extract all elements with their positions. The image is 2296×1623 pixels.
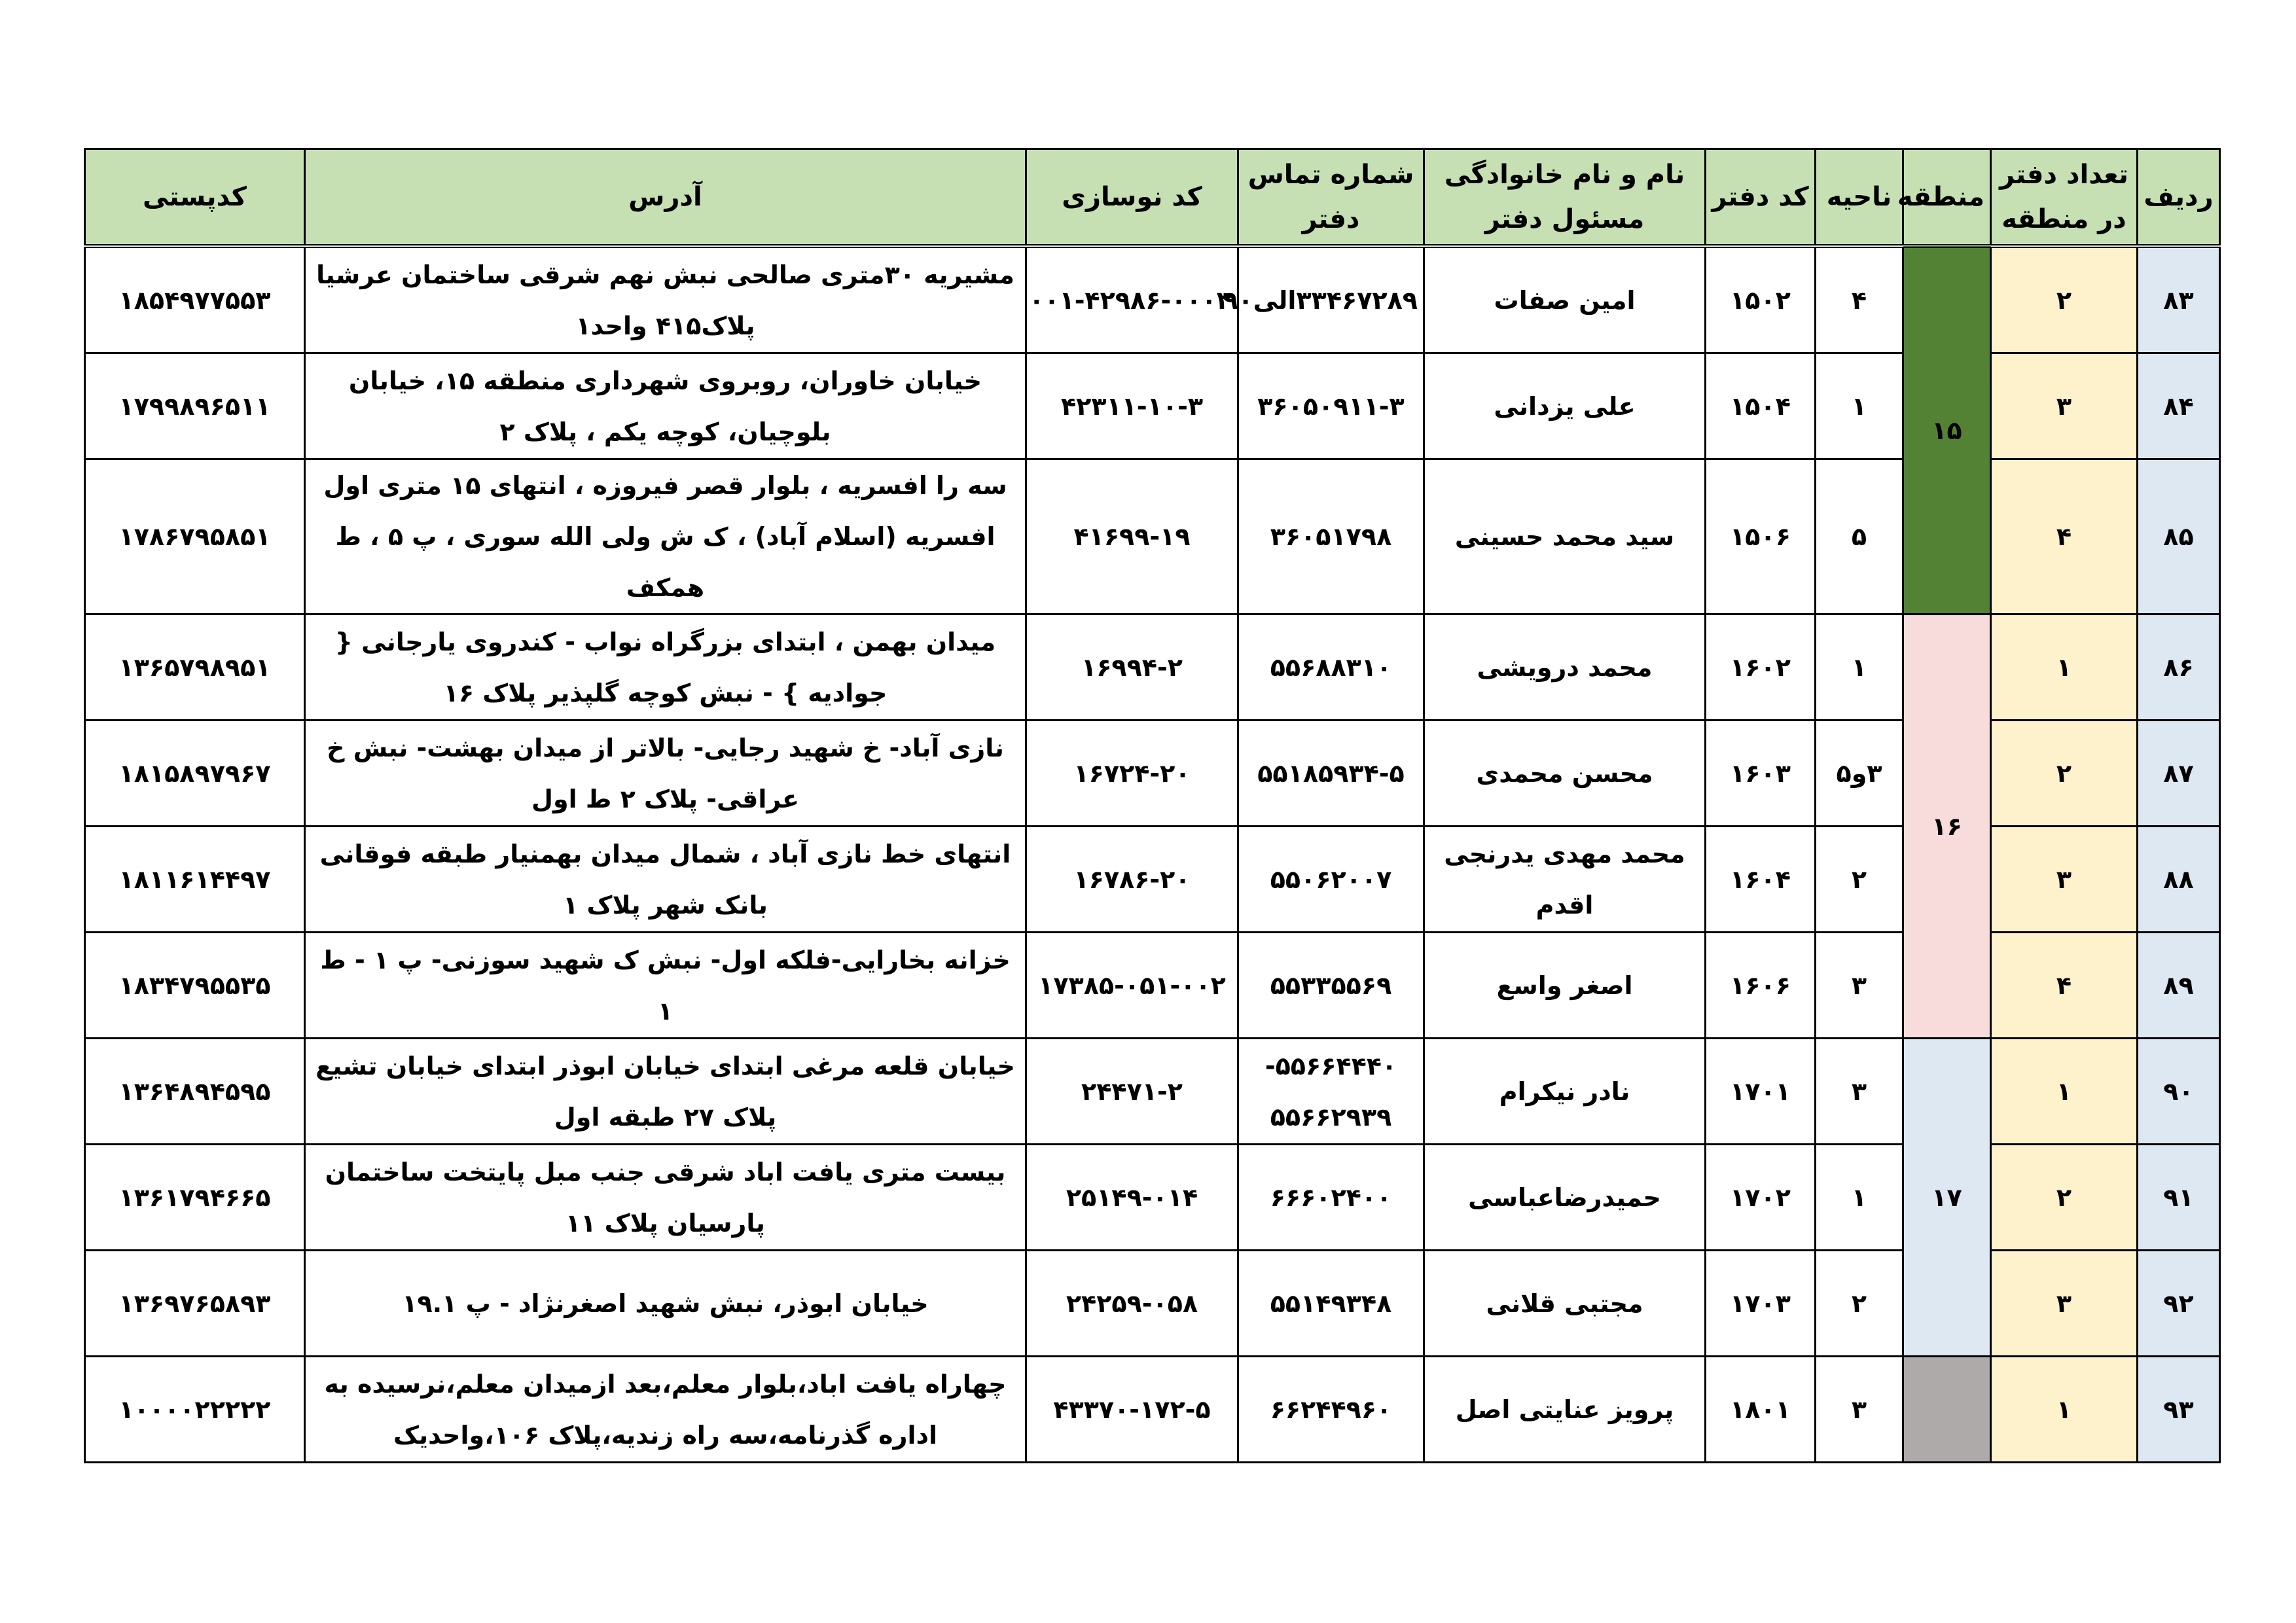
cell-postal-code: ۱۳۶۱۷۹۴۶۶۵ — [85, 1145, 305, 1251]
table-row — [85, 459, 2220, 615]
cell-radif: ۸۸ — [2138, 827, 2220, 933]
cell-region — [1903, 1357, 1991, 1463]
cell-district: ۵ — [1816, 459, 1903, 615]
cell-address: خزانه بخارایی-فلکه اول- نبش ک شهید سوزنی- پ ۱ - ط ۱ — [305, 933, 1026, 1039]
cell-renovation-code: ۲۵۱۴۹-۰۱۴ — [1026, 1145, 1238, 1251]
table-row — [85, 1251, 2220, 1357]
cell-district: ۱ — [1816, 353, 1903, 459]
cell-postal-code: ۱۳۶۴۸۹۴۵۹۵ — [85, 1039, 305, 1145]
cell-district: ۲ — [1816, 1251, 1903, 1357]
cell-address: خیابان قلعه مرغی ابتدای خیابان ابوذر ابتدای خیابان تشیع پلاک ۲۷ طبقه اول — [305, 1039, 1026, 1145]
cell-renovation-code: ۴۲۳۱۱-۱۰-۳ — [1026, 353, 1238, 459]
cell-office-code: ۱۵۰۴ — [1706, 353, 1816, 459]
cell-office-count: ۱ — [1991, 1357, 2138, 1463]
header-phone: شماره تماس دفتر — [1238, 149, 1424, 247]
cell-office-count: ۱ — [1991, 615, 2138, 721]
cell-manager: محسن محمدی — [1424, 721, 1706, 827]
cell-postal-code: ۱۸۳۴۷۹۵۵۳۵ — [85, 933, 305, 1039]
cell-district: ۱ — [1816, 615, 1903, 721]
cell-district: ۳ — [1816, 933, 1903, 1039]
cell-phone: ۳۶۰۵۰۹۱۱-۳ — [1238, 353, 1424, 459]
cell-renovation-code: ۱۶۷۸۶-۲۰ — [1026, 827, 1238, 933]
cell-renovation-code: ۲۴۴۷۱-۲ — [1026, 1039, 1238, 1145]
header-region: منطقه — [1903, 149, 1991, 247]
cell-radif: ۸۹ — [2138, 933, 2220, 1039]
table-row — [85, 1039, 2220, 1145]
cell-phone: ۵۵۰۶۲۰۰۷ — [1238, 827, 1424, 933]
cell-manager: سید محمد حسینی — [1424, 459, 1706, 615]
cell-address: خیابان خاوران، روبروی شهرداری منطقه ۱۵، خیابان بلوچیان، کوچه یکم ، پلاک ۲ — [305, 353, 1026, 459]
header-office-count: تعداد دفتر در منطقه — [1991, 149, 2138, 247]
cell-postal-code: ۱۸۱۱۶۱۴۴۹۷ — [85, 827, 305, 933]
cell-postal-code: ۱۷۸۶۷۹۵۸۵۱ — [85, 459, 305, 615]
table-row — [85, 615, 2220, 721]
header-row — [85, 149, 2220, 247]
header-district: ناحیه — [1816, 149, 1903, 247]
cell-address: انتهای خط نازی آباد ، شمال میدان بهمنیار طبقه فوقانی بانک شهر پلاک ۱ — [305, 827, 1026, 933]
cell-region: ۱۶ — [1903, 615, 1991, 1039]
cell-office-count: ۳ — [1991, 827, 2138, 933]
cell-address: خیابان ابوذر، نبش شهید اصغرنژاد - پ ۱۹.۱ — [305, 1251, 1026, 1357]
cell-address: میدان بهمن ، ابتدای بزرگراه نواب - کندروی یارجانی { جوادیه } - نبش کوچه گلپذیر پلاک ۱۶ — [305, 615, 1026, 721]
cell-phone: ۵۵۱۴۹۳۴۸ — [1238, 1251, 1424, 1357]
cell-phone: ۶۶۶۰۲۴۰۰ — [1238, 1145, 1424, 1251]
cell-office-count: ۲ — [1991, 721, 2138, 827]
cell-manager: امین صفات — [1424, 246, 1706, 353]
header-address: آدرس — [305, 149, 1026, 247]
cell-manager: محمد درویشی — [1424, 615, 1706, 721]
cell-office-code: ۱۷۰۳ — [1706, 1251, 1816, 1357]
cell-office-code: ۱۸۰۱ — [1706, 1357, 1816, 1463]
cell-postal-code: ۱۸۱۵۸۹۷۹۶۷ — [85, 721, 305, 827]
cell-renovation-code: ۴۳۳۷۰-۱۷۲-۵ — [1026, 1357, 1238, 1463]
cell-phone: ۳۳۴۶۷۲۸۹الی۹۰ — [1238, 246, 1424, 353]
cell-address: بیست متری یافت اباد شرقی جنب مبل پایتخت ساختمان پارسیان پلاک ۱۱ — [305, 1145, 1026, 1251]
cell-office-code: ۱۷۰۲ — [1706, 1145, 1816, 1251]
cell-region: ۱۵ — [1903, 246, 1991, 615]
cell-renovation-code: ۱۶۷۲۴-۲۰ — [1026, 721, 1238, 827]
cell-office-count: ۴ — [1991, 933, 2138, 1039]
cell-manager: نادر نیکرام — [1424, 1039, 1706, 1145]
cell-radif: ۸۳ — [2138, 246, 2220, 353]
table-row — [85, 246, 2220, 353]
cell-postal-code: ۱۸۵۴۹۷۷۵۵۳ — [85, 246, 305, 353]
cell-district: ۱ — [1816, 1145, 1903, 1251]
cell-phone: ۳۶۰۵۱۷۹۸ — [1238, 459, 1424, 615]
cell-radif: ۹۳ — [2138, 1357, 2220, 1463]
table-row — [85, 721, 2220, 827]
cell-phone: ۵۵۳۳۵۵۶۹ — [1238, 933, 1424, 1039]
cell-renovation-code: ۴۱۶۹۹-۱۹ — [1026, 459, 1238, 615]
table-row — [85, 1357, 2220, 1463]
cell-radif: ۸۴ — [2138, 353, 2220, 459]
cell-address: مشیریه ۳۰متری صالحی نبش نهم شرقی ساختمان عرشیا پلاک۴۱۵ واحد۱ — [305, 246, 1026, 353]
cell-district: ۲ — [1816, 827, 1903, 933]
cell-radif: ۹۲ — [2138, 1251, 2220, 1357]
cell-radif: ۹۱ — [2138, 1145, 2220, 1251]
cell-postal-code: ۱۳۶۹۷۶۵۸۹۳ — [85, 1251, 305, 1357]
cell-office-count: ۲ — [1991, 1145, 2138, 1251]
cell-phone: ۵۵۱۸۵۹۳۴-۵ — [1238, 721, 1424, 827]
cell-office-count: ۳ — [1991, 353, 2138, 459]
table-row — [85, 353, 2220, 459]
cell-office-code: ۱۵۰۶ — [1706, 459, 1816, 615]
header-renovation-code: کد نوسازی — [1026, 149, 1238, 247]
cell-office-code: ۱۶۰۴ — [1706, 827, 1816, 933]
cell-manager: اصغر واسع — [1424, 933, 1706, 1039]
header-postal-code: کدپستی — [85, 149, 305, 247]
table-row — [85, 933, 2220, 1039]
cell-address: چهاراه یافت اباد،بلوار معلم،بعد ازمیدان معلم،نرسیده به اداره گذرنامه،سه راه زندیه،پلاک ۱۰۶،واحدیک — [305, 1357, 1026, 1463]
cell-address: سه را افسریه ، بلوار قصر فیروزه ، انتهای ۱۵ متری اول افسریه (اسلام آباد) ، ک ش ولی الله سوری ، پ ۵ ، ط همکف — [305, 459, 1026, 615]
cell-office-count: ۴ — [1991, 459, 2138, 615]
cell-radif: ۸۶ — [2138, 615, 2220, 721]
cell-district: ۳ — [1816, 1039, 1903, 1145]
cell-district: ۳ — [1816, 1357, 1903, 1463]
cell-office-code: ۱۷۰۱ — [1706, 1039, 1816, 1145]
cell-manager: محمد مهدی یدرنجی اقدم — [1424, 827, 1706, 933]
cell-office-code: ۱۶۰۶ — [1706, 933, 1816, 1039]
cell-office-count: ۲ — [1991, 246, 2138, 353]
cell-address: نازی آباد- خ شهید رجایی- بالاتر از میدان بهشت- نبش خ عراقی- پلاک ۲ ط اول — [305, 721, 1026, 827]
cell-renovation-code: ۱۷۳۸۵-۰۵۱-۰۰۲ — [1026, 933, 1238, 1039]
cell-renovation-code: ۱۶۹۹۴-۲ — [1026, 615, 1238, 721]
cell-postal-code: ۱۷۹۹۸۹۶۵۱۱ — [85, 353, 305, 459]
cell-radif: ۸۵ — [2138, 459, 2220, 615]
cell-phone: ۵۵۶۸۸۳۱۰ — [1238, 615, 1424, 721]
cell-postal-code: ۱۰۰۰۰۲۲۲۲۲ — [85, 1357, 305, 1463]
cell-phone: ۶۶۲۴۴۹۶۰ — [1238, 1357, 1424, 1463]
cell-renovation-code: ۲۴۲۵۹-۰۵۸ — [1026, 1251, 1238, 1357]
cell-district: ۴ — [1816, 246, 1903, 353]
cell-district: ۳و۵ — [1816, 721, 1903, 827]
offices-table — [84, 148, 2221, 1463]
cell-office-count: ۳ — [1991, 1251, 2138, 1357]
table-row — [85, 827, 2220, 933]
cell-office-code: ۱۶۰۲ — [1706, 615, 1816, 721]
cell-manager: حمیدرضاعباسی — [1424, 1145, 1706, 1251]
cell-office-code: ۱۵۰۲ — [1706, 246, 1816, 353]
cell-radif: ۹۰ — [2138, 1039, 2220, 1145]
cell-radif: ۸۷ — [2138, 721, 2220, 827]
cell-phone: ۵۵۶۶۴۴۴۰- ۵۵۶۶۲۹۳۹ — [1238, 1039, 1424, 1145]
cell-renovation-code: ۰۰۱-۴۲۹۸۶-۰۰۰۳ — [1026, 246, 1238, 353]
cell-manager: پرویز عنایتی اصل — [1424, 1357, 1706, 1463]
header-radif: ردیف — [2138, 149, 2220, 247]
cell-region: ۱۷ — [1903, 1039, 1991, 1357]
header-manager: نام و نام خانوادگی مسئول دفتر — [1424, 149, 1706, 247]
cell-office-code: ۱۶۰۳ — [1706, 721, 1816, 827]
cell-manager: علی یزدانی — [1424, 353, 1706, 459]
cell-postal-code: ۱۳۶۵۷۹۸۹۵۱ — [85, 615, 305, 721]
cell-manager: مجتبی قلانی — [1424, 1251, 1706, 1357]
table-row — [85, 1145, 2220, 1251]
header-office-code: کد دفتر — [1706, 149, 1816, 247]
cell-office-count: ۱ — [1991, 1039, 2138, 1145]
